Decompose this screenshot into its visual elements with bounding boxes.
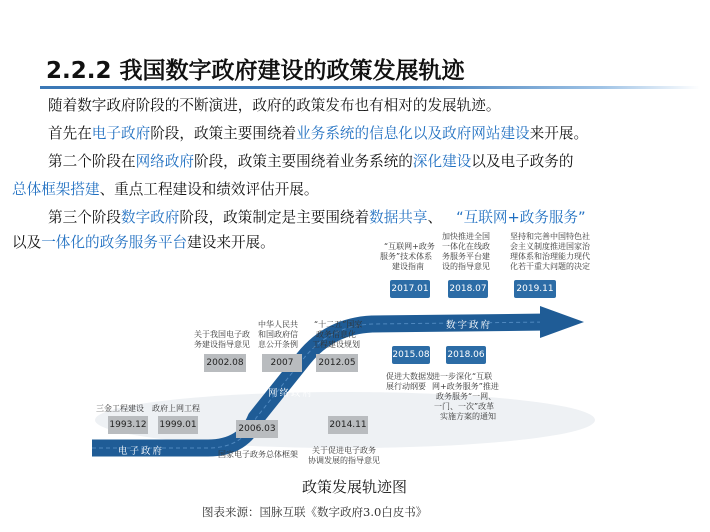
note-2018-06-l2: 网+政务服务”推进 (432, 382, 499, 391)
p3-highlight-deepen: 深化建设 (412, 153, 472, 170)
note-2018-07-l1: 加快推进全国 (442, 232, 490, 241)
note-2007-l2: 和国政府信 (258, 330, 298, 339)
paragraph-1: 随着数字政府阶段的不断演进，政府的政策发布也有相对的发展轨迹。 (48, 97, 501, 114)
note-2018-07-l2: 一体化在线政 (442, 242, 490, 251)
note-2018-06-l4: 一门、一次”改革 (434, 402, 495, 411)
note-2017-l1: “互联网+政务 (384, 242, 435, 251)
p4-highlight-digital-gov: 数字政府 (120, 209, 180, 226)
figure-source: 图表来源：国脉互联《数字政府3.0白皮书》 (202, 505, 428, 519)
year-2012: 2012.05 (318, 358, 356, 368)
year-2017: 2017.01 (391, 284, 429, 294)
p2-highlight-e-gov: 电子政府 (91, 125, 151, 142)
year-2002: 2002.08 (206, 358, 244, 368)
page-title: 2.2.2 我国数字政府建设的政策发展轨迹 (46, 58, 465, 84)
p3b-text-b: 、重点工程建设和绩效评估开展。 (99, 181, 319, 198)
year-2006: 2006.03 (238, 424, 276, 434)
p2-highlight-info: 业务系统的信息化以及政府网站建设 (296, 125, 530, 142)
p3-text-c: 阶段，政策主要围绕着业务系统的 (193, 153, 413, 170)
note-2002-l1: 关于我国电子政 (194, 330, 250, 339)
note-2018-07-l4: 设的指导意见 (442, 262, 490, 271)
note-1993: 三金工程建设 (96, 404, 144, 413)
note-2019-l3: 理体系和治理能力现代 (510, 252, 590, 261)
figure-caption: 政策发展轨迹图 (302, 478, 408, 496)
stage-label-digital-gov: 数字政府 (446, 320, 493, 331)
note-2015-l1: 促进大数据发 (386, 372, 434, 381)
note-2019-l4: 化若干重大问题的决定 (510, 262, 590, 271)
year-2018-07: 2018.07 (449, 284, 487, 294)
p4-text-e: 、 (427, 209, 443, 226)
note-2007-l3: 息公开条例 (258, 340, 298, 349)
note-2018-06-l1: 进一步深化“互联 (432, 372, 493, 381)
p3b-highlight-framework: 总体框架搭建 (12, 181, 100, 198)
p4-text-c: 阶段，政策制定是主要围绕着 (179, 209, 370, 226)
note-2017-l3: 建设指南 (392, 262, 424, 271)
p4-highlight-internet-plus: “互联网+政务服务” (456, 209, 586, 226)
note-2018-07-l3: 务服务平台建 (442, 252, 490, 261)
year-2015: 2015.08 (392, 350, 430, 360)
road-arrow-head (540, 306, 584, 338)
year-1993: 1993.12 (109, 420, 147, 430)
stage-label-e-gov: 电子政府 (118, 446, 165, 457)
p2-text-a: 首先在 (48, 125, 92, 142)
p3-text-e: 以及电子政务的 (471, 153, 574, 170)
year-2007: 2007 (270, 358, 294, 368)
note-2012-l2: 政务信息化 (316, 330, 356, 339)
note-2012-l1: “十二五”国家 (314, 320, 363, 329)
year-1999: 1999.01 (159, 420, 197, 430)
note-2019-l2: 会主义制度推进国家治 (510, 242, 590, 251)
p4-text-a: 第三个阶段 (48, 209, 121, 226)
p2-text-e: 来开展。 (529, 125, 589, 142)
note-2006: 国家电子政务总体框架 (218, 450, 298, 459)
note-2018-06-l5: 实施方案的通知 (440, 412, 496, 421)
stage-label-net-gov: 网络政府 (268, 388, 315, 399)
p4-highlight-data-share: 数据共享 (369, 209, 428, 226)
year-2018-06: 2018.06 (447, 350, 485, 360)
note-2015-l2: 展行动纲要 (386, 382, 426, 391)
note-2014-l1: 关于促进电子政务 (312, 446, 376, 455)
p4b-highlight-platform: 一体化的政务服务平台 (41, 234, 188, 251)
p3-text-a: 第二个阶段在 (48, 153, 136, 170)
note-2019-l1: 坚持和完善中国特色社 (510, 232, 590, 241)
p2-text-c: 阶段，政策主要围绕着 (150, 125, 297, 142)
note-2002-l2: 务建设指导意见 (194, 340, 250, 349)
p4b-text-a: 以及 (12, 234, 42, 251)
p3-highlight-net-gov: 网络政府 (135, 153, 194, 170)
note-2007-l1: 中华人民共 (258, 320, 298, 329)
year-2019: 2019.11 (516, 284, 554, 294)
note-2012-l3: 工程建设规划 (312, 340, 360, 349)
note-2017-l2: 服务”技术体系 (380, 252, 433, 261)
year-2014: 2014.11 (329, 420, 367, 430)
note-2014-l2: 协调发展的指导意见 (308, 456, 380, 465)
note-2018-06-l3: 政务服务“一网、 (436, 392, 497, 401)
p4b-text-c: 建设来开展。 (187, 234, 275, 251)
note-1999: 政府上网工程 (152, 404, 200, 413)
